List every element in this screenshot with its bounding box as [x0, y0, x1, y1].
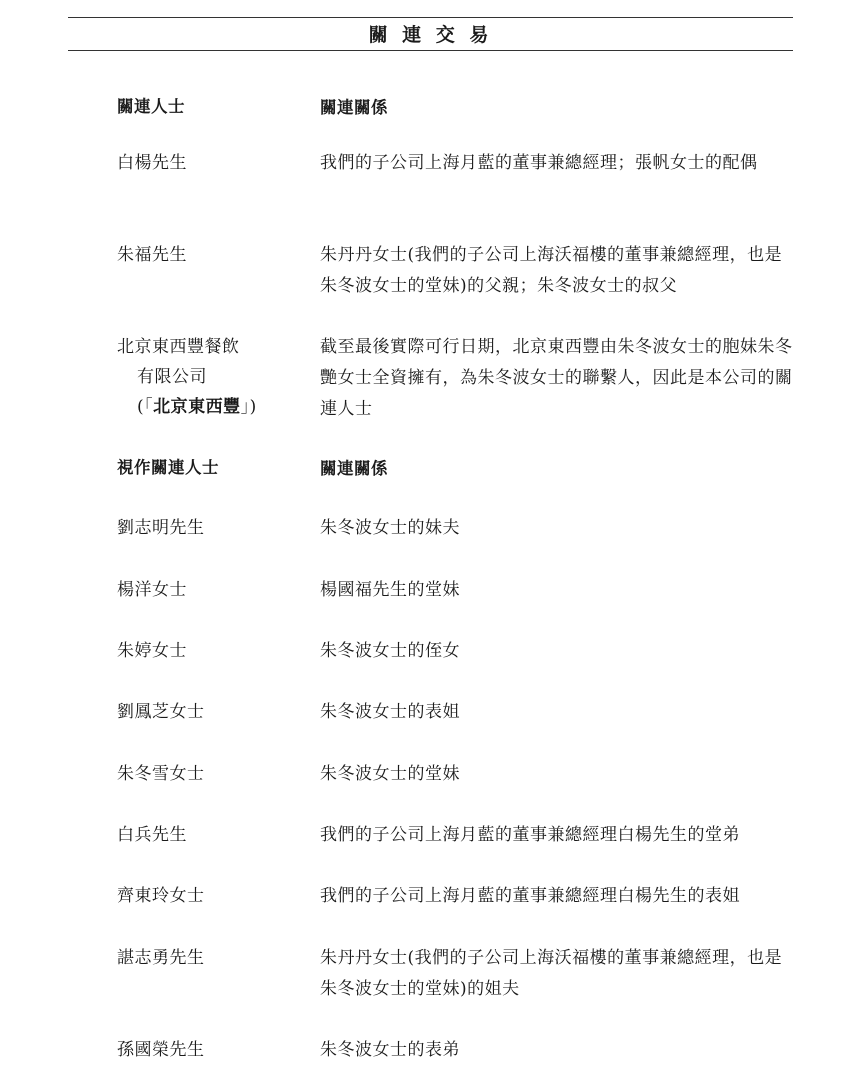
person-name: 楊洋女士 — [117, 580, 187, 600]
person-name: 朱冬雪女士 — [117, 764, 205, 784]
column-header-relationship: 關連關係 — [320, 98, 388, 117]
person-name: 孫國榮先生 — [117, 1040, 205, 1060]
entity-short-name — [117, 392, 307, 422]
person-name: 劉志明先生 — [117, 518, 205, 538]
person-name: 朱福先生 — [117, 245, 187, 265]
relationship-text: 我們的子公司上海月藍的董事兼總經理白楊先生的堂弟 — [320, 825, 740, 845]
person-name: 白兵先生 — [117, 825, 187, 845]
relationship-text: 截至最後實際可行日期，北京東西豐由朱冬波女士的胞妹朱冬艷女士全資擁有，為朱冬波女士的聯繫人，因此是本公司的關連人士 — [320, 337, 793, 419]
entity-short-close: 」) — [240, 397, 257, 417]
person-name: 諶志勇先生 — [117, 948, 205, 968]
header-rule-top — [68, 17, 793, 18]
relationship-text: 朱丹丹女士(我們的子公司上海沃福樓的董事兼總經理，也是朱冬波女士的堂妹)的姐夫 — [320, 948, 783, 999]
person-name: 朱婷女士 — [117, 641, 187, 661]
relationship-text: 楊國福先生的堂妹 — [320, 580, 460, 600]
person-name: 齊東玲女士 — [117, 886, 205, 906]
column-header-deemed-connected-person: 視作關連人士 — [117, 458, 219, 477]
relationship-text: 朱冬波女士的堂妹 — [320, 764, 460, 784]
relationship-text: 朱冬波女士的妹夫 — [320, 518, 460, 538]
entity-name-line2: 有限公司 — [137, 367, 207, 387]
relationship-text: 朱丹丹女士(我們的子公司上海沃福樓的董事兼總經理，也是朱冬波女士的堂妹)的父親；朱冬波女士的叔父 — [320, 245, 783, 296]
page-title: 關 連 交 易 — [368, 24, 493, 46]
entity-short-name-bold: 北京東西豐 — [153, 397, 241, 417]
column-header-connected-person: 關連人士 — [117, 97, 185, 116]
relationship-text: 朱冬波女士的表弟 — [320, 1040, 460, 1060]
relationship-text: 我們的子公司上海月藍的董事兼總經理白楊先生的表姐 — [320, 886, 740, 906]
relationship-text: 朱冬波女士的侄女 — [320, 641, 460, 661]
person-name: 劉鳳芝女士 — [117, 702, 205, 722]
relationship-text: 朱冬波女士的表姐 — [320, 702, 460, 722]
person-name: 白楊先生 — [117, 153, 187, 173]
entity-name — [117, 332, 307, 422]
entity-short-open: (「 — [137, 397, 154, 417]
column-header-relationship: 關連關係 — [320, 459, 388, 478]
entity-name-line1: 北京東西豐餐飲 — [117, 337, 240, 357]
relationship-text: 我們的子公司上海月藍的董事兼總經理；張帆女士的配偶 — [320, 153, 758, 173]
header-rule-bottom — [68, 50, 793, 51]
